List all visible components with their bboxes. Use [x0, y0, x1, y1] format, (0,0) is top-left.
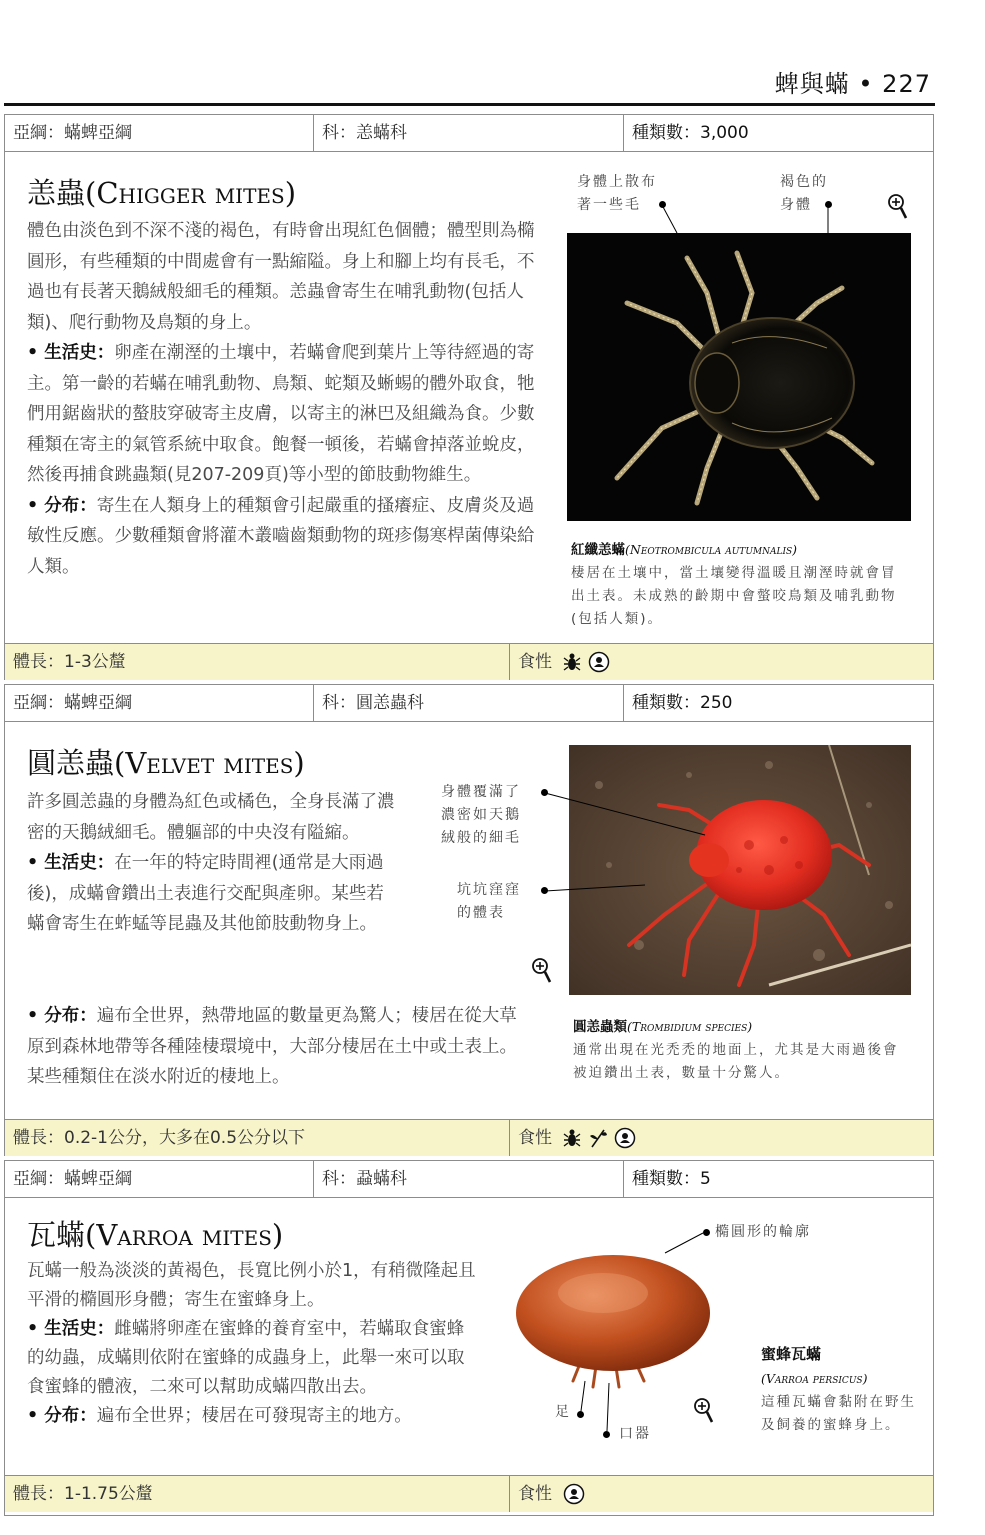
- callout-dot: [703, 1229, 710, 1236]
- chigger-mite-photo: [567, 233, 911, 521]
- diet: [509, 644, 938, 680]
- subclass-label: 亞綱：蟎蜱亞綱: [13, 1169, 132, 1189]
- animal-diet-icon: [588, 651, 610, 673]
- caption-latin: (Neotrombicula autumnalis): [625, 542, 798, 557]
- callout-brown-body: 褐色的 身體: [780, 174, 828, 213]
- taxonomy-row: [5, 685, 933, 722]
- life-history: [27, 848, 399, 940]
- plant-diet-icon: [588, 1127, 608, 1149]
- distribution-text: 遍布全世界；棲居在可發現寄主的地方。: [96, 1406, 412, 1426]
- velvet-mite-photo: [569, 745, 911, 995]
- callout-legs: 足: [555, 1404, 571, 1420]
- diet: [509, 1476, 938, 1512]
- varroa-mite-illustration: [511, 1241, 717, 1391]
- velvet-mite-image: [569, 745, 911, 995]
- description-paragraph: 許多圓恙蟲的身體為紅色或橘色，全身長滿了濃密的天鵝絨細毛。體軀部的中央沒有隘縮。: [27, 792, 395, 843]
- caption-title: 蜜蜂瓦蟎: [761, 1345, 822, 1363]
- info-row: [5, 1475, 933, 1512]
- taxonomy-row: [5, 1161, 933, 1198]
- species-count: 種類數：250: [623, 685, 933, 721]
- life-history-label: • 生活史：: [27, 1319, 115, 1339]
- page-title: 蜱與蟎 • 227: [774, 70, 931, 98]
- body-length: 體長：1-3公釐: [13, 652, 126, 672]
- info-row: [5, 1119, 933, 1156]
- callout-dot: [577, 1411, 584, 1418]
- entry-title: [27, 741, 305, 782]
- caption-text: 棲居在土壤中，當土壤變得溫暖且潮溼時就會冒出土表。未成熟的齡期中會螫咬鳥類及哺乳動物(包括人類)。: [571, 565, 897, 627]
- photo-caption: [761, 1343, 921, 1437]
- callout-hairs: 身體上散布 著一些毛: [577, 174, 657, 213]
- distribution-label: • 分布：: [27, 1406, 97, 1426]
- callout-pitted-surface: 坑坑窪窪 的體表: [457, 882, 521, 921]
- life-history-text: 在一年的特定時間裡(通常是大雨過後)，成蟎會鑽出土表進行交配與產卵。某些若蟎會寄生在蚱蜢等昆蟲及其他節肢動物身上。: [27, 853, 384, 934]
- entry-description: [27, 787, 399, 940]
- species-count: 種類數：5: [623, 1161, 933, 1197]
- callout-dot: [603, 1431, 610, 1438]
- callout-oval-outline: 橢圓形的輪廓: [715, 1224, 811, 1240]
- chigger-mite-image: [567, 233, 911, 521]
- life-history: [27, 1315, 477, 1402]
- family-label: 科：恙蟎科: [313, 115, 623, 151]
- title-chinese: 恙蟲: [27, 176, 86, 210]
- animal-diet-icon: [563, 1483, 585, 1505]
- life-history-text: 卵產在潮溼的土壤中，若蟎會爬到葉片上等待經過的寄主。第一齡的若蟎在哺乳動物、鳥類、蛇類及蜥蜴的體外取食，牠們用鋸齒狀的螯肢穿破寄主皮膚，以寄主的淋巴及組織為食。少數種類在寄主的氣管系統中取食。飽餐一頓後，若蟎會掉落並蛻皮，然後再捕食跳蟲類(見207-209頁)等小型的節肢動物維生。: [27, 343, 535, 485]
- caption-title: 紅纖恙蟎: [571, 542, 625, 558]
- life-history: [27, 338, 537, 491]
- info-row: [5, 643, 933, 680]
- animal-diet-icon: [614, 1127, 636, 1149]
- title-english: (Chigger mites): [85, 176, 297, 210]
- distribution-text: 寄生在人類身上的種類會引起嚴重的搔癢症、皮膚炎及過敏性反應。少數種類會將灌木叢嚙齒類動物的斑疹傷寒桿菌傳染給人類。: [27, 495, 535, 577]
- magnifier-icon: [887, 193, 909, 221]
- distribution-label: • 分布：: [27, 495, 97, 516]
- distribution: [27, 491, 537, 583]
- distribution-text: 遍布全世界，熱帶地區的數量更為驚人；棲居在從大草原到森林地帶等各種陸棲環境中，大部分棲居在土中或土表上。某些種類住在淡水附近的棲地上。: [27, 1006, 517, 1087]
- diet-label: 食性: [518, 1128, 552, 1148]
- life-history-text: 雌蟎將卵產在蜜蜂的養育室中，若蟎取食蜜蜂的幼蟲，成蟎則依附在蜜蜂的成蟲身上，此舉一來可以取食蜜蜂的體液，二來可以幫助成蟎四散出去。: [27, 1319, 465, 1397]
- header-rule: [4, 103, 935, 106]
- varroa-mite-image: [511, 1241, 717, 1391]
- title-chinese: 圓恙蟲: [27, 746, 115, 780]
- callout-dot: [541, 789, 548, 796]
- description-paragraph: 體色由淡色到不深不淺的褐色，有時會出現紅色個體；體型則為橢圓形，有些種類的中間處會有一點縮隘。身上和腳上均有長毛，不過也有長著天鵝絨般細毛的種類。恙蟲會寄生在哺乳動物(包括人類)、爬行動物及鳥類的身上。: [27, 221, 535, 333]
- callout-dot: [825, 201, 832, 208]
- callout-velvet-hairs: 身體覆滿了 濃密如天鵝 絨般的細毛: [441, 784, 521, 846]
- entry-description: [27, 216, 537, 582]
- body-length: 體長：0.2-1公分，大多在0.5公分以下: [13, 1128, 306, 1148]
- caption-text: 這種瓦蟎會黏附在野生及飼養的蜜蜂身上。: [761, 1394, 916, 1433]
- entry-distribution: [27, 1001, 522, 1093]
- magnifier-icon: [531, 957, 553, 985]
- entry-title: [27, 1213, 283, 1254]
- life-history-label: • 生活史：: [27, 343, 115, 363]
- callout-dot: [659, 201, 666, 208]
- subclass-label: 亞綱：蟎蜱亞綱: [13, 693, 132, 713]
- entry-title: [27, 171, 296, 212]
- species-count: 種類數：3,000: [623, 115, 933, 151]
- diet: [509, 1120, 938, 1156]
- insect-diet-icon: [563, 1127, 581, 1149]
- caption-text: 通常出現在光禿禿的地面上，尤其是大雨過後會被迫鑽出土表，數量十分驚人。: [573, 1042, 899, 1081]
- callout-dot: [541, 887, 548, 894]
- caption-title: 圓恙蟲類: [573, 1019, 627, 1035]
- subclass-label: 亞綱：蟎蜱亞綱: [13, 123, 132, 143]
- diet-label: 食性: [518, 652, 552, 672]
- caption-latin: (Trombidium species): [627, 1019, 753, 1034]
- title-english: (Velvet mites): [114, 746, 305, 780]
- distribution: [27, 1001, 522, 1093]
- life-history-label: • 生活史：: [27, 853, 115, 873]
- diet-label: 食性: [518, 1484, 552, 1504]
- family-label: 科：圓恙蟲科: [313, 685, 623, 721]
- entry-chigger-mites: [4, 114, 934, 680]
- insect-diet-icon: [563, 651, 581, 673]
- title-english: (Varroa mites): [85, 1218, 284, 1252]
- body-length: 體長：1-1.75公釐: [13, 1484, 153, 1504]
- caption-latin: (Varroa persicus): [761, 1371, 868, 1386]
- entry-velvet-mites: [4, 684, 934, 1156]
- photo-caption: [573, 1015, 913, 1085]
- title-chinese: 瓦蟎: [27, 1218, 86, 1252]
- distribution-label: • 分布：: [27, 1006, 97, 1026]
- description-paragraph: 瓦蟎一般為淡淡的黃褐色，長寬比例小於1，有稍微隆起且平滑的橢圓形身體；寄生在蜜蜂身上。: [27, 1261, 476, 1310]
- page-header: [0, 58, 935, 106]
- magnifier-icon: [693, 1397, 715, 1425]
- family-label: 科：蝨蟎科: [313, 1161, 623, 1197]
- photo-caption: [571, 538, 911, 631]
- entry-description: [27, 1257, 477, 1431]
- taxonomy-row: [5, 115, 933, 152]
- distribution: [27, 1402, 477, 1431]
- entry-varroa-mites: [4, 1160, 934, 1516]
- callout-mouthparts: 口器: [619, 1426, 651, 1442]
